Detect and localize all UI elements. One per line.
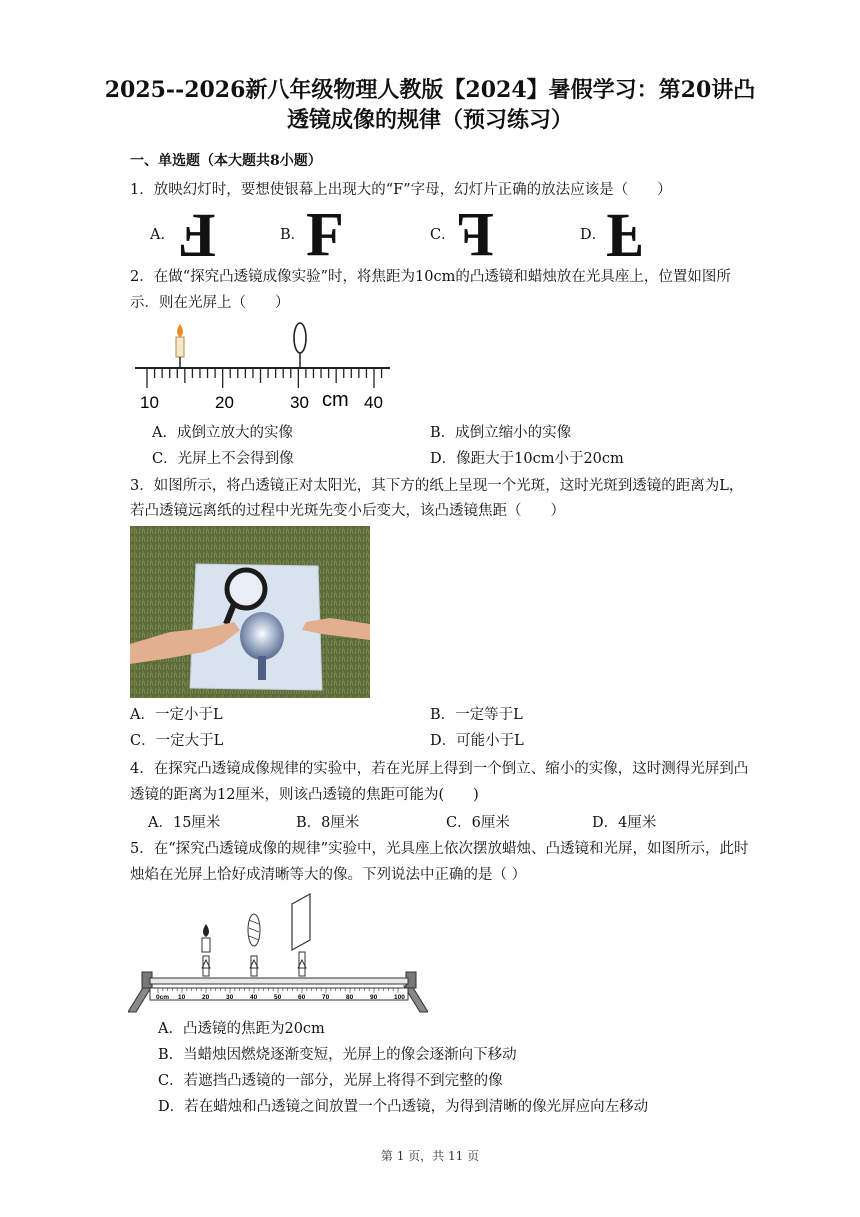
q1-option-a-glyph: F <box>178 201 216 269</box>
bench-label: 10 <box>178 994 186 1001</box>
screen-on-bench <box>292 894 310 976</box>
bench-label: 30 <box>226 994 234 1001</box>
q3-option-c: C．一定大于L <box>130 733 224 749</box>
question-4-text-line1: 4．在探究凸透镜成像规律的实验中，若在光屏上得到一个倒立、缩小的实像，这时测得光屏到凸 <box>130 761 749 777</box>
flame-icon <box>203 924 209 937</box>
q5-option-a: A．凸透镜的焦距为20cm <box>158 1021 325 1037</box>
page-title-line1: 2025--2026新八年级物理人教版【2024】暑假学习：第20讲凸 <box>104 77 756 103</box>
question-2-text-line2: 示．则在光屏上（ ） <box>130 295 290 311</box>
bench-label: 40 <box>250 994 258 1001</box>
ruler-unit: cm <box>322 389 349 411</box>
q2-option-c: C．光屏上不会得到像 <box>152 451 294 467</box>
magnifier-icon <box>227 570 265 608</box>
q3-option-a: A．一定小于L <box>130 707 223 723</box>
q4-option-d: D．4厘米 <box>592 815 657 831</box>
q4-option-c: C．6厘米 <box>446 815 510 831</box>
candle-on-bench <box>202 924 210 976</box>
question-3-text-line1: 3．如图所示，将凸透镜正对太阳光，其下方的纸上呈现一个光斑，这时光斑到透镜的距离为L， <box>130 478 744 494</box>
bench-label: 0cm <box>156 994 170 1001</box>
bench-label: 80 <box>346 994 354 1001</box>
ruler-label-40: 40 <box>364 393 383 412</box>
bench-label: 60 <box>298 994 306 1001</box>
question-2-text-line1: 2．在做“探究凸透镜成像实验”时，将焦距为10cm的凸透镜和蜡烛放在光具座上，位置如图所 <box>130 269 731 285</box>
q5-option-c: C．若遮挡凸透镜的一部分，光屏上将得不到完整的像 <box>158 1073 503 1089</box>
convex-lens-icon <box>294 323 306 353</box>
q3-option-b: B．一定等于L <box>430 707 523 723</box>
bench-label: 70 <box>322 994 330 1001</box>
bench-label: 20 <box>202 994 210 1001</box>
q3-option-d: D．可能小于L <box>430 733 524 749</box>
q5-option-b: B．当蜡烛因燃烧逐渐变短，光屏上的像会逐渐向下移动 <box>158 1047 517 1063</box>
q1-option-b-label: B． <box>280 227 306 243</box>
flame-icon <box>177 324 183 337</box>
bench-label: 100 <box>394 994 405 1001</box>
bench-label: 50 <box>274 994 282 1001</box>
page-footer: 第 1 页，共 11 页 <box>380 1149 480 1163</box>
section-heading: 一、单选题（本大题共8小题） <box>130 153 322 169</box>
question-3-text-line2: 若凸透镜远离纸的过程中光斑先变小后变大，该凸透镜焦距（ ） <box>130 503 565 519</box>
q1-option-d-label: D． <box>580 227 607 243</box>
question-4-text-line2: 透镜的距离为12厘米，则该凸透镜的焦距可能为( ) <box>130 787 479 803</box>
question-1-text: 1．放映幻灯时，要想使银幕上出现大的“F”字母，幻灯片正确的放法应该是（ ） <box>130 182 672 198</box>
sunlight-lens-photo <box>130 526 370 698</box>
q5-option-d: D．若在蜡烛和凸透镜之间放置一个凸透镜，为得到清晰的像光屏应向左移动 <box>158 1099 649 1115</box>
question-5-text-line1: 5．在“探究凸透镜成像的规律”实验中，光具座上依次摆放蜡烛、凸透镜和光屏，如图所示，此时 <box>130 841 749 857</box>
q2-option-b: B．成倒立缩小的实像 <box>430 425 572 441</box>
q1-option-b-glyph: F <box>306 201 344 269</box>
optical-bench-figure <box>128 890 428 1016</box>
q1-option-d-glyph: F <box>606 201 644 269</box>
q4-option-a: A．15厘米 <box>148 815 221 831</box>
q2-option-a: A．成倒立放大的实像 <box>152 425 293 441</box>
q1-option-c-glyph: F <box>456 201 494 269</box>
light-screen-icon <box>292 894 310 950</box>
light-spot-shadow <box>240 612 284 660</box>
ruler-label-20: 20 <box>215 393 234 412</box>
ruler-ticks <box>147 368 382 388</box>
ruler-label-10: 10 <box>140 393 159 412</box>
q1-option-c-label: C． <box>430 227 456 243</box>
ruler-label-30: 30 <box>290 393 309 412</box>
question-5-text-line2: 烛焰在光屏上恰好成清晰等大的像。下列说法中正确的是（ ） <box>130 867 527 883</box>
optical-bench-ruler-figure <box>130 320 395 415</box>
candle-icon <box>202 938 210 952</box>
bench-label: 90 <box>370 994 378 1001</box>
q2-option-d: D．像距大于10cm小于20cm <box>430 451 624 467</box>
q1-option-a-label: A． <box>150 227 175 243</box>
lens-on-bench <box>248 914 260 976</box>
candle-icon <box>176 337 184 357</box>
q4-option-b: B．8厘米 <box>296 815 360 831</box>
page-title-line2: 透镜成像的规律（预习练习） <box>286 107 573 133</box>
